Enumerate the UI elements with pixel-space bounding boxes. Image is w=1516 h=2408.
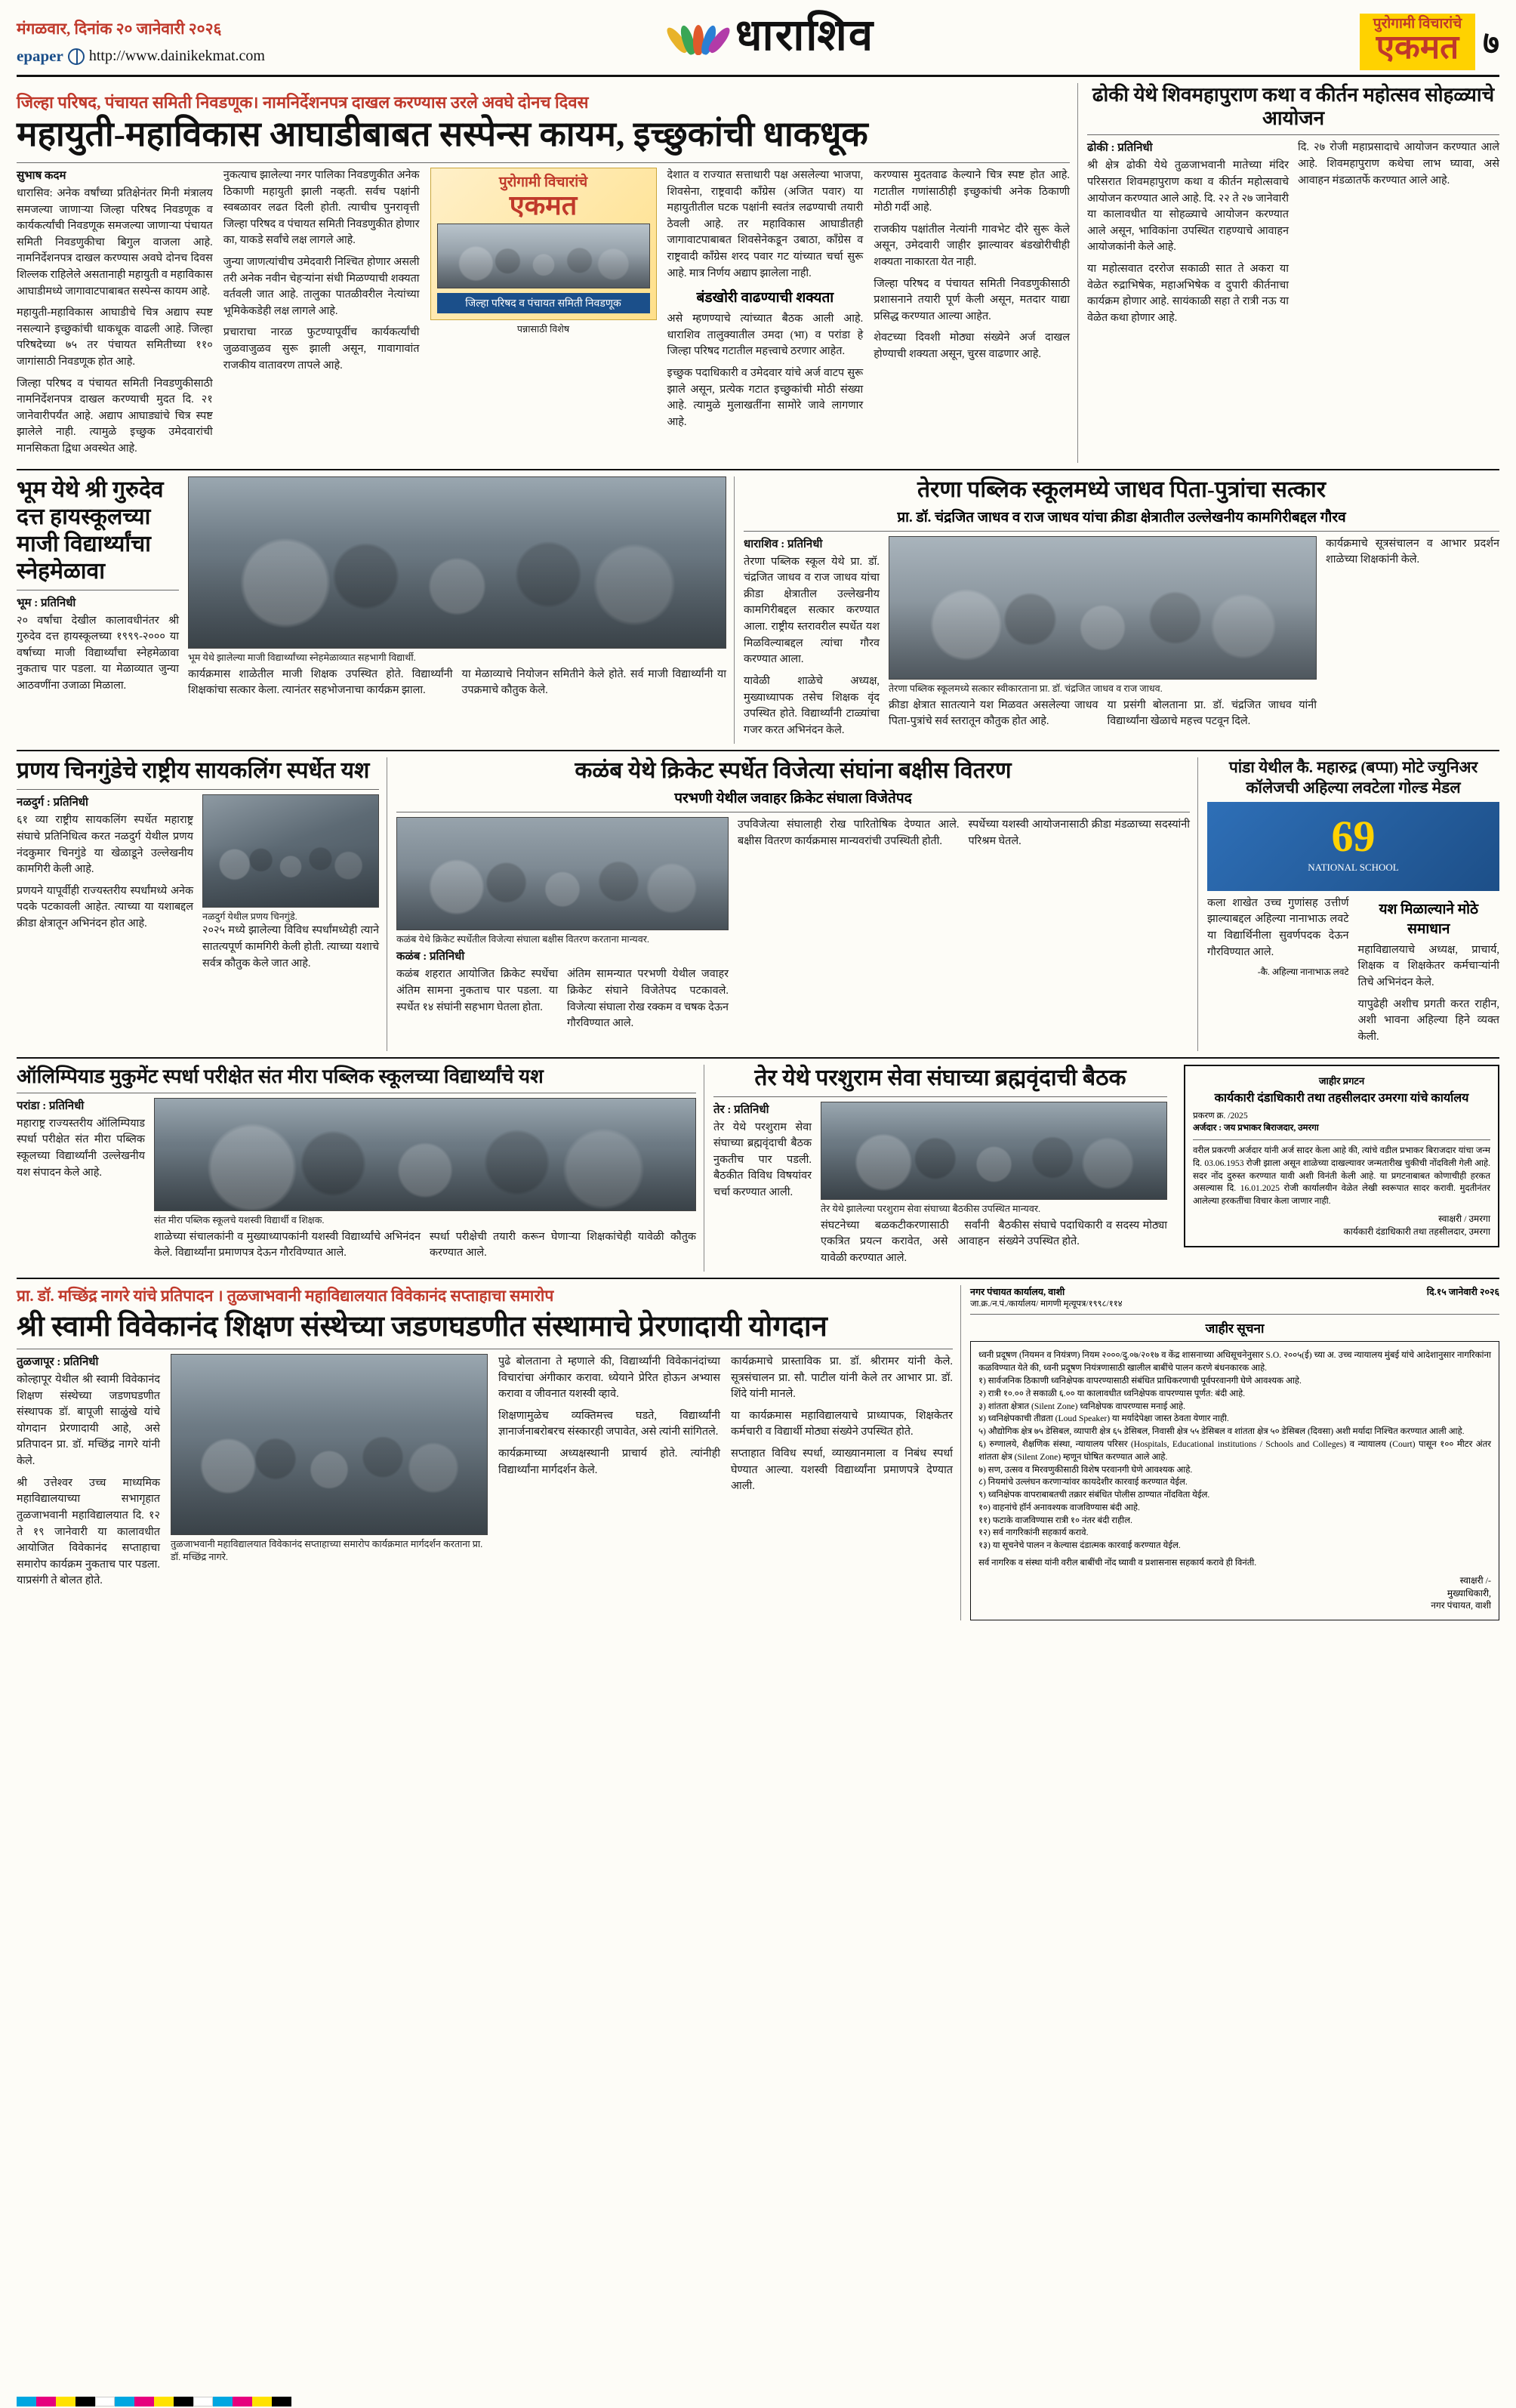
story-terna <box>734 476 1499 745</box>
cycling-caption: नळदुर्ग येथील प्रणय चिनगुंडे. <box>202 911 297 923</box>
pn-point: ७) सण, उत्सव व मिरवणुकीसाठी विशेष परवानगी घेणे आवश्यक आहे. <box>978 1464 1193 1475</box>
ter-paragraph: संघटनेच्या बळकटीकरणासाठी सर्वांनी एकत्रित प्रयत्न करावेत, असे आवाहन यावेळी करण्यात आले. <box>821 1219 990 1264</box>
cycling-paragraph: २०२५ मध्ये झालेल्या विविध स्पर्धांमध्येही त्याने सातत्यपूर्ण कामगिरी केली होती. त्याच्या यशाचे सर्वत्र कौतुक केले जात आहे. <box>202 924 379 970</box>
masthead <box>17 11 1499 77</box>
ter-paragraph: बैठकीस संघाचे पदाधिकारी व सदस्य मोठ्या संख्येने उपस्थित होते. <box>998 1219 1167 1248</box>
lead-paragraph: जिल्हा परिषद व पंचायत समिती निवडणुकीसाठी प्रशासनाने तयारी पूर्ण केली असून, मतदार याद्या प्रसिद्ध करण्यात आल्या आहेत. <box>874 277 1070 322</box>
kalamb-headline: कळंब येथे क्रिकेट स्पर्धेत विजेत्या संघांना बक्षीस वितरण <box>575 758 1012 784</box>
pn-title: जाहीर सूचना <box>1205 1321 1265 1337</box>
kalamb-photo <box>396 817 729 930</box>
kalamb-paragraph: उपविजेत्या संघालाही रोख पारितोषिक देण्यात आले. बक्षीस वितरण कार्यक्रमास मान्यवरांची उपस्थिती होती. <box>738 819 960 847</box>
bhoom-paragraph: या मेळाव्याचे नियोजन समितीने केले होते. सर्व माजी विद्यार्थ्यांनी या उपक्रमाचे कौतुक केले. <box>461 668 726 697</box>
lead-column-3 <box>667 168 864 463</box>
pn-point: ३) शांतता क्षेत्रात (Silent Zone) ध्वनिक्षेपक वापरण्यास मनाई आहे. <box>978 1401 1185 1411</box>
kalamb-caption: कळंब येथे क्रिकेट स्पर्धेतील विजेत्या संघाला बक्षीस वितरण करताना मान्यवर. <box>396 934 650 945</box>
terna-photo <box>889 536 1317 680</box>
lead-paragraph: नुकत्याच झालेल्या नगर पालिका निवडणुकीत अनेक ठिकाणी महायुती झाली नव्हती. सर्वच पक्षांनी स्वबळावर लढत दिली होती. त्याचीच पुनरावृत्ती जिल्हा परिषद व पंचायत समिती निवडणुकीत होणार का, याकडे सर्वांचे लक्ष लागले आहे. <box>223 168 420 247</box>
epaper-link-row[interactable] <box>17 47 371 66</box>
brand-logo <box>1360 14 1475 70</box>
vivekanand-paragraph: या कार्यक्रमास महाविद्यालयाचे प्राध्यापक, शिक्षकेतर कर्मचारी व विद्यार्थी मोठ्या संख्येने उपस्थित होते. <box>731 1409 953 1438</box>
cycling-paragraph: ६१ व्या राष्ट्रीय सायकलिंग स्पर्धेत महाराष्ट्र संघाचे प्रतिनिधित्व करत नळदुर्ग येथील प्रणय नंदकुमार चिनगुंडे या खेळाडूने उल्लेखनीय कामगिरी केली आहे. <box>17 814 193 876</box>
top-band <box>17 83 1499 463</box>
lead-headline: महायुती-महाविकास आघाडीबाबत सस्पेन्स कायम, इच्छुकांची धाकधूक <box>17 115 868 153</box>
pn-point: ६) रुग्णालये, शैक्षणिक संस्था, न्यायालय परिसर (Hospitals, Educational institutions / Schools and Colleges) व न्यायालय (Court) पासून १०० मीटर अंतर शांतता क्षेत्र (Silent Zone) म्हणून घोषित करण्यात आले आहे. <box>978 1438 1491 1462</box>
bhoom-headline: भूम येथे श्री गुरुदेव दत्त हायस्कूलच्या माजी विद्यार्थ्यांचा स्नेहमेळावा <box>17 476 164 584</box>
olympiad-photo <box>154 1098 696 1211</box>
masthead-center <box>371 11 1175 60</box>
brand-tagline: पुरोगामी विचारांचे <box>1373 16 1462 32</box>
promo-caption: पन्नासाठी विशेष <box>516 323 570 335</box>
pn-point: २) रात्री १०.०० ते सकाळी ६.०० या कालावधीत ध्वनिक्षेपक वापरण्यास पूर्णत: बंदी आहे. <box>978 1388 1246 1398</box>
olympiad-byline: परांडा : प्रतिनिधी <box>17 1099 85 1112</box>
terna-paragraph: क्रीडा क्षेत्रात सातत्याने यश मिळवत असलेल्या जाधव पिता-पुत्रांचे सर्व स्तरातून कौतुक होत आहे. <box>889 698 1098 728</box>
terna-paragraph: तेरणा पब्लिक स्कूल येथे प्रा. डॉ. चंद्रजित जाधव व राज जाधव यांचा क्रीडा क्षेत्रातील उल्लेखनीय कामगिरीबद्दल सत्कार करण्यात आला. राष्ट्रीय स्तरावरील स्पर्धेत यश मिळविल्याबद्दल त्यांचा गौरव करण्यात आला. <box>744 555 880 666</box>
pn-point: ९) ध्वनिक्षेपक वापराबाबतची तक्रार संबंधित पोलीस ठाण्यात नोंदविता येईल. <box>978 1490 1210 1500</box>
lead-column-4 <box>874 168 1070 463</box>
panda-paragraph: महाविद्यालयाचे अध्यक्ष, प्राचार्य, शिक्षक व शिक्षकेतर कर्मचाऱ्यांनी तिचे अभिनंदन केले. <box>1357 943 1499 989</box>
pn-sign-3: नगर पंचायत, वाशी <box>1431 1600 1491 1611</box>
story-cycling <box>17 757 379 1050</box>
pn-sign-2: मुख्याधिकारी, <box>1447 1587 1491 1599</box>
pn-ref: जा.क्र./न.पं./कार्यालय/ मागणी मृत्यूपत्र/१९९८/११४ <box>970 1300 1123 1309</box>
vivekanand-paragraph: पुढे बोलताना ते म्हणाले की, विद्यार्थ्यांनी विवेकानंदांच्या विचारांचा अंगीकार करावा. ध्येयाने प्रेरित होऊन अभ्यास करावा व जीवनात यशस्वी व्हावे. <box>498 1355 720 1401</box>
ter-caption: तेर येथे झालेल्या परशुराम सेवा संघाच्या बैठकीस उपस्थित मान्यवर. <box>821 1203 1041 1214</box>
lead-paragraph: इच्छुक पदाधिकारी व उमेदवार यांचे अर्ज वाटप सुरू झाले असून, प्रत्येक गटात इच्छुकांची मोठी संख्या आहे. त्यामुळे मुलाखतींना सामोरे जावे लागणार आहे. <box>667 366 864 428</box>
olympiad-paragraph: महाराष्ट्र राज्यस्तरीय ऑलिम्पियाड स्पर्धा परीक्षेत संत मीरा पब्लिक स्कूलच्या विद्यार्थ्यांनी उल्लेखनीय यश संपादन केले आहे. <box>17 1117 145 1179</box>
brand-name: एकमत <box>1376 29 1459 66</box>
page-number: ७ <box>1483 26 1499 61</box>
pn-date: दि.१५ जानेवारी २०२६ <box>1426 1287 1499 1298</box>
lead-byline: सुभाष कदम <box>17 169 66 182</box>
story-olympiad <box>17 1065 696 1272</box>
dhoki-byline: ढोकी : प्रतिनिधी <box>1087 142 1153 155</box>
terna-caption: तेरणा पब्लिक स्कूलमध्ये सत्कार स्वीकारताना प्रा. डॉ. चंद्रजित जाधव व राज जाधव. <box>889 683 1163 694</box>
public-notice <box>960 1285 1499 1620</box>
lead-paragraph: असे म्हणण्याचे त्यांच्यात बैठक आली आहे. धाराशिव तालुक्यातील उमदा (भा) व परांडा हे जिल्हा परिषद गटातील महत्त्वाचे ठरणार आहेत. <box>667 313 864 358</box>
dhoki-paragraph: या महोत्सवात दररोज सकाळी सात ते अकरा या वेळेत रुद्राभिषेक, महाअभिषेक व दुपारी कीर्तनाचा कार्यक्रम होणार आहे. सायंकाळी सहा ते रात्री नऊ या वेळेत कथा होणार आहे. <box>1087 263 1289 324</box>
lead-story <box>17 83 1070 463</box>
page-title: धाराशिव <box>735 11 875 60</box>
terna-headline: तेरणा पब्लिक स्कूलमध्ये जाधव पिता-पुत्रांचा सत्कार <box>917 476 1326 502</box>
vivekanand-paragraph: श्री उत्तेश्वर उच्च माध्यमिक महाविद्यालयाच्या सभागृहात तुळजाभवानी महाविद्यालयात दि. १२ ते १९ जानेवारी या कालावधीत आयोजित विवेकानंद सप्ताहाचा समारोप कार्यक्रम नुकताच पार पडला. याप्रसंगी ते बोलत होते. <box>17 1476 160 1587</box>
vivekanand-paragraph: कार्यक्रमाच्या अध्यक्षस्थानी प्राचार्य होते. त्यांनीही विद्यार्थ्यांना मार्गदर्शन केले. <box>498 1448 720 1476</box>
panda-paragraph: यापुढेही अशीच प्रगती करत राहीन, अशी भावना अहिल्या हिने व्यक्त केली. <box>1357 997 1499 1043</box>
notice-party: अर्जदार : जय प्रभाकर बिराजदार, उमरगा <box>1193 1123 1319 1133</box>
pn-note: सर्व नागरिक व संस्था यांनी वरील बाबींची नोंद घ्यावी व प्रशासनास सहकार्य करावे ही विनंती. <box>978 1558 1257 1568</box>
bhoom-head-col <box>17 476 179 705</box>
cycling-photo <box>202 794 379 908</box>
terna-subhead: प्रा. डॉ. चंद्रजित जाधव व राज जाधव यांचा क्रीडा क्षेत्रातील उल्लेखनीय कामगिरीबद्दल गौरव <box>897 509 1346 526</box>
lead-promo-column <box>430 168 657 463</box>
epaper-label: epaper <box>17 47 63 65</box>
vivekanand-paragraph: सप्ताहात विविध स्पर्धा, व्याख्यानमाला व निबंध स्पर्धा घेण्यात आल्या. यशस्वी विद्यार्थ्यांना प्रमाणपत्रे देण्यात आली. <box>731 1448 953 1493</box>
cmyk-registration-bar <box>17 2397 291 2406</box>
vivekanand-paragraph: कार्यक्रमाचे प्रास्ताविक प्रा. डॉ. श्रीरामर यांनी केले. सूत्रसंचालन प्रा. सौ. पाटील यांनी केले तर आभार प्रा. डॉ. शिंदे यांनी मानले. <box>731 1355 953 1401</box>
lead-paragraph: राजकीय पक्षांतील नेत्यांनी गावभेट दौरे सुरू केले असून, उमेदवारी जाहीर झाल्यावर बंडखोरीचीही शक्यता नाकारता येत नाही. <box>874 223 1070 268</box>
lead-subhead: बंडखोरी वाढण्याची शक्यता <box>696 290 834 307</box>
notice-ref: प्रकरण क्र. /2025 <box>1193 1110 1248 1121</box>
vivekanand-paragraph: शिक्षणामुळेच व्यक्तिमत्त्व घडते, विद्यार्थ्यांनी ज्ञानार्जनाबरोबरच संस्कारही जपावेत, असे त्यांनी सांगितले. <box>498 1409 720 1438</box>
pn-sign-1: स्वाक्षरी /- <box>1459 1574 1491 1586</box>
terna-byline: धाराशिव : प्रतिनिधी <box>744 538 823 550</box>
ter-photo <box>821 1102 1167 1200</box>
vivekanand-photo <box>171 1354 488 1535</box>
cycling-byline: नळदुर्ग : प्रतिनिधी <box>17 797 88 809</box>
terna-paragraph: कार्यक्रमाचे सूत्रसंचालन व आभार प्रदर्शन शाळेच्या शिक्षकांनी केले. <box>1326 537 1499 566</box>
medal-number: 69 <box>1331 811 1376 861</box>
bhoom-caption: भूम येथे झालेल्या माजी विद्यार्थ्यांच्या स्नेहमेळाव्यात सहभागी विद्यार्थी. <box>188 652 416 663</box>
notice-box <box>1175 1065 1499 1272</box>
ter-paragraph: तेर येथे परशुराम सेवा संघाच्या ब्रह्मवृंदाची बैठक नुकतीच पार पडली. बैठकीत विविध विषयांवर चर्चा करण्यात आली. <box>713 1121 812 1198</box>
pn-point: ८) नियमांचे उल्लंघन करणाऱ्यांवर कायदेशीर कारवाई करण्यात येईल. <box>978 1477 1188 1488</box>
bhoom-byline: भूम : प्रतिनिधी <box>17 597 76 609</box>
kalamb-paragraph: अंतिम सामन्यात परभणी येथील जवाहर क्रिकेट संघाने विजेतेपद पटकावले. विजेत्या संघाला रोख रक्कम व चषक देऊन गौरविण्यात आले. <box>567 968 729 1030</box>
notice-sign-2: कार्यकारी दंडाधिकारी तथा तहसीलदार, उमरगा <box>1343 1226 1490 1237</box>
terna-paragraph: यावेळी शाळेचे अध्यक्ष, मुख्याध्यापक तसेच शिक्षक वृंद उपस्थित होते. विद्यार्थ्यांनी टाळ्यांचा गजर करत अभिनंदन केले. <box>744 674 880 736</box>
notice-subtitle: कार्यकारी दंडाधिकारी तथा तहसीलदार उमरगा यांचे कार्यालय <box>1214 1091 1469 1105</box>
dhoki-paragraph: दि. २७ रोजी महाप्रसादाचे आयोजन करण्यात आले आहे. शिवमहापुराण कथेचा लाभ घ्यावा, असे आवाहन मंडळातर्फे करण्यात आले आहे. <box>1298 141 1499 187</box>
vivekanand-byline: तुळजापूर : प्रतिनिधी <box>17 1356 99 1369</box>
dhoki-paragraph: श्री क्षेत्र ढोकी येथे तुळजाभवानी मातेच्या मंदिर परिसरात शिवमहापुराण कथा व कीर्तन महोत्सवाचे आयोजन करण्यात आले आहे. दि. २२ ते २७ जानेवारी या कालावधीत या सोहळ्याचे आयोजन करण्यात आले असून, भाविकांना उपस्थित राहण्याचे आवाहन आयोजकांनी केले आहे. <box>1087 159 1289 254</box>
terna-paragraph: या प्रसंगी बोलताना प्रा. डॉ. चंद्रजित जाधव यांनी विद्यार्थ्यांना खेळाचे महत्त्व पटवून दिले. <box>1107 698 1317 728</box>
notice-title: जाहीर प्रगटन <box>1318 1075 1365 1087</box>
pn-point: ११) फटाके वाजविण्यास रात्री १० नंतर बंदी राहील. <box>978 1515 1132 1525</box>
kalamb-byline: कळंब : प्रतिनिधी <box>396 951 465 964</box>
cycling-paragraph: प्रणयने यापूर्वीही राज्यस्तरीय स्पर्धांमध्ये अनेक पदके पटकावली आहेत. त्याच्या या यशाबद्दल क्रीडा क्षेत्रातून अभिनंदन होत आहे. <box>17 884 193 930</box>
pn-point: १३) या सूचनेचे पालन न केल्यास दंडात्मक कारवाई करण्यात येईल. <box>978 1540 1181 1551</box>
bhoom-photo-col <box>188 476 726 705</box>
pn-point: १) सार्वजनिक ठिकाणी ध्वनिक्षेपक वापरण्यासाठी संबंधित प्राधिकरणाची पूर्वपरवानगी घेणे आवश्यक आहे. <box>978 1375 1302 1386</box>
lead-paragraph: धारासिव: अनेक वर्षांच्या प्रतिक्षेनंतर मिनी मंत्रालय समजल्या जाणाऱ्या जिल्हा परिषद निवडणूक व कार्यकर्त्यांची निवडणूक समजल्या जाणाऱ्या पंचायत समिती निवडणुकीचा बिगुल वाजला आहे. नामनिर्देशनपत्र दाखल करण्यास अवघे दोनच दिवस शिल्लक राहिलेले असतानाही महायुती व महाविकास आघाडीमध्ये जागावाटपाबाबत सस्पेन्स कायम आहे. <box>17 187 213 298</box>
lead-kicker: जिल्हा परिषद, पंचायत समिती निवडणूक। नामनिर्देशनपत्र दाखल करण्यास उरले अवघे दोनच दिवस <box>17 93 589 112</box>
kalamb-subhead: परभणी येथील जवाहर क्रिकेट संघाला विजेतेपद <box>674 791 912 807</box>
pn-point: ४) ध्वनिक्षेपकाची तीव्रता (Loud Speaker) या मर्यादेपेक्षा जास्त ठेवता येणार नाही. <box>978 1414 1229 1424</box>
lead-paragraph: करण्यास मुदतवाढ केल्याने चित्र स्पष्ट होत आहे. गटातील गणांसाठीही इच्छुकांची अनेक ठिकाणी मोठी गर्दी आहे. <box>874 168 1070 214</box>
medal-school-name: NATIONAL SCHOOL <box>1308 861 1399 873</box>
second-band <box>17 476 1499 745</box>
epaper-url[interactable]: http://www.dainikekmat.com <box>88 48 265 64</box>
vivekanand-paragraph: कोल्हापूर येथील श्री स्वामी विवेकानंद शिक्षण संस्थेच्या जडणघडणीत संस्थापक डॉ. बापूजी साळुंखे यांचे योगदान प्रेरणादायी आहे, असे प्रतिपादन प्रा. डॉ. मच्छिंद्र नागरे यांनी केले. <box>17 1374 160 1468</box>
pn-office: नगर पंचायत कार्यालय, वाशी <box>970 1287 1065 1298</box>
kalamb-paragraph: स्पर्धेच्या यशस्वी आयोजनासाठी क्रीडा मंडळाच्या सदस्यांनी परिश्रम घेतले. <box>968 819 1190 847</box>
lead-paragraph: जिल्हा परिषद व पंचायत समिती निवडणुकीसाठी नामनिर्देशनपत्र दाखल करण्याची मुदत दि. २१ जानेवारीपर्यंत आहे. अद्याप आघाड्यांचे चित्र स्पष्ट झालेले नाही. त्यामुळे इच्छुक उमेदवारांची मानसिकता द्विधा अवस्थेत आहे. <box>17 377 213 455</box>
dhoki-headline: ढोकी येथे शिवमहापुराण कथा व कीर्तन महोत्सव सोहळ्याचे आयोजन <box>1092 84 1495 130</box>
promo-photo <box>437 224 650 288</box>
panda-headline: पांडा येथील कै. महारुद्र (बप्पा) मोटे ज्युनिअर कॉलेजची अहिल्या लवटेला गोल्ड मेडल <box>1228 758 1478 797</box>
story-dhoki <box>1077 83 1499 463</box>
olympiad-paragraph: स्पर्धा परीक्षेची तयारी करून घेणाऱ्या शिक्षकांचेही यावेळी कौतुक करण्यात आले. <box>430 1230 696 1259</box>
olympiad-headline: ऑलिम्पियाड मुकुमेंट स्पर्धा परीक्षेत संत मीरा पब्लिक स्कूलच्या विद्यार्थ्यांचे यश <box>17 1065 544 1087</box>
lead-paragraph: महायुती-महाविकास आघाडीचे चित्र अद्याप स्पष्ट नसल्याने इच्छुकांची धाकधूक वाढली आहे. जिल्हा परिषदेच्या ७५ तर पंचायत समितीच्या ११० जागांसाठी निवडणूक होत आहे. <box>17 307 213 368</box>
promo-line2: एकमत <box>509 190 578 220</box>
promo-line1: पुरोगामी विचारांचे <box>498 174 588 190</box>
bottom-band <box>17 1285 1499 1620</box>
lotus-logo-icon <box>672 16 725 55</box>
pn-point: ५) औद्योगिक क्षेत्र ७५ डेसिबल, व्यापारी क्षेत्र ६५ डेसिबल, निवासी क्षेत्र ५५ डेसिबल व शांतता क्षेत्र ५० डेसिबल (दिवसा) अशी मर्यादा निश्चित करण्यात आली आहे. <box>978 1426 1465 1437</box>
cycling-headline: प्रणय चिनगुंडेचे राष्ट्रीय सायकलिंग स्पर्धेत यश <box>17 758 370 784</box>
kalamb-paragraph: कळंब शहरात आयोजित क्रिकेट स्पर्धेचा अंतिम सामना नुकताच पार पडला. या स्पर्धेत १४ संघांनी सहभाग घेतला होता. <box>396 968 558 1013</box>
globe-icon <box>68 48 85 65</box>
panda-photo <box>1207 802 1499 891</box>
bhoom-paragraph: २० वर्षांचा देखील कालावधीनंतर श्री गुरुदेव दत्त हायस्कूलच्या १९९९-२००० या वर्षाच्या माजी विद्यार्थ्यांचा स्नेहमेळावा नुकताच पार पडला. या मेळाव्यात जुन्या आठवणींना उजाळा मिळाला. <box>17 614 179 692</box>
vivekanand-caption: तुळजाभवानी महाविद्यालयात विवेकानंद सप्ताहाच्या समारोप कार्यक्रमात मार्गदर्शन करताना प्रा. डॉ. मच्छिंद्र नागरे. <box>171 1539 483 1563</box>
lead-paragraph: शेवटच्या दिवशी मोठ्या संख्येने अर्ज दाखल होण्याची शक्यता असून, चुरस वाढणार आहे. <box>874 331 1070 360</box>
panda-subhead: यश मिळाल्याने मोठे समाधान <box>1379 901 1479 937</box>
lead-paragraph: देशात व राज्यात सत्ताधारी पक्ष असलेल्या भाजपा, शिवसेना, राष्ट्रवादी काँग्रेस (अजित पवार) या महायुतीतील घटक पक्षांनी स्वतंत्र लढण्याची तयारी ठेवली आहे. तर महाविकास आघाडीतही जागावाटपाबाबत शिवसेनेकडून उबाठा, काँग्रेस व राष्ट्रवादी काँग्रेस शरद पवार गट यांच्यात चर्चा सुरू आहे. मात्र निर्णय अद्याप झालेला नाही. <box>667 168 864 279</box>
fourth-band <box>17 1065 1499 1272</box>
promo-bar: जिल्हा परिषद व पंचायत समिती निवडणूक <box>437 293 650 313</box>
pn-point: १०) वाहनांचे हॉर्न अनावश्यक वाजविण्यास बंदी आहे. <box>978 1502 1140 1512</box>
vivekanand-headline: श्री स्वामी विवेकानंद शिक्षण संस्थेच्या जडणघडणीत संस्थामाचे प्रेरणादायी योगदान <box>17 1311 827 1343</box>
panda-paragraph: कला शाखेत उच्च गुणांसह उत्तीर्ण झाल्याबद्दल अहिल्या नानाभाऊ लवटे या विद्यार्थिनीला सुवर्णपदक देऊन गौरविण्यात आले. <box>1207 896 1349 958</box>
vivekanand-kicker: प्रा. डॉ. मच्छिंद्र नागरे यांचे प्रतिपादन । तुळजाभवानी महाविद्यालयात विवेकानंद सप्ताहाचा समारोप <box>17 1287 554 1306</box>
ter-byline: तेर : प्रतिनिधी <box>713 1103 769 1116</box>
lead-column-2 <box>223 168 420 463</box>
masthead-right <box>1175 14 1499 70</box>
story-bhoom <box>17 476 726 745</box>
publication-date: मंगळवार, दिनांक २० जानेवारी २०२६ <box>17 20 222 38</box>
story-kalamb <box>387 757 1190 1050</box>
masthead-left <box>17 14 371 66</box>
ter-headline: तेर येथे परशुराम सेवा संघाच्या ब्रह्मवृंदाची बैठक <box>754 1065 1126 1090</box>
pn-point: १२) सर्व नागरिकांनी सहकार्य करावे. <box>978 1528 1089 1538</box>
third-band <box>17 757 1499 1050</box>
lead-column-1 <box>17 168 213 463</box>
lead-paragraph: प्रचाराचा नारळ फुटण्यापूर्वीच कार्यकर्त्यांची जुळवाजुळव सुरू झाली असून, गावागावांत राजकीय वातावरण तापले आहे. <box>223 326 420 372</box>
bhoom-photo <box>188 476 726 649</box>
olympiad-paragraph: शाळेच्या संचालकांनी व मुख्याध्यापकांनी यशस्वी विद्यार्थ्यांचे अभिनंदन केले. विद्यार्थ्यांना प्रमाणपत्र देऊन गौरविण्यात आले. <box>154 1230 421 1259</box>
story-panda <box>1197 757 1499 1050</box>
story-ter <box>704 1065 1167 1272</box>
pn-intro: ध्वनी प्रदूषण (नियमन व नियंत्रण) नियम २०००/दु.०७/२०१७ व केंद्र शासनाच्या अधिसूचनेनुसार S.O. २००५(ई) च्या अ. उच्च न्यायालय मुंबई यांचे आदेशानुसार नागरिकांना कळविण्यात येते की, ध्वनी प्रदूषण नियंत्रणासाठी खालील बाबींचे पालन करणे बंधनकारक आहे. <box>978 1350 1491 1374</box>
notice-body: वरील प्रकरणी अर्जदार यांनी अर्ज सादर केला आहे की, त्यांचे वडील प्रभाकर बिराजदार यांचा जन्म दि. 03.06.1953 रोजी झाला असून शाळेच्या दाखल्यावर जन्मतारीख चुकीची नोंदविली गेली आहे. सदर नोंद दुरुस्त करण्यात यावी अशी विनंती केली आहे. या प्रगटनाबाबत कोणाचीही हरकत असल्यास दि. 16.01.2025 रोजी कार्यालयीन वेळेत लेखी स्वरूपात सादर करावी. मुदतीनंतर आलेल्या हरकतींचा विचार केला जाणार नाही. <box>1193 1145 1490 1207</box>
story-vivekanand <box>17 1285 953 1620</box>
lead-paragraph: जुन्या जाणत्यांचीच उमेदवारी निश्चित होणार असली तरी अनेक नवीन चेहऱ्यांना संधी मिळण्याची शक्यता वर्तवली जात आहे. तालुका पातळीवरील नेत्यांच्या भूमिकेकडेही लक्ष लागले आहे. <box>223 255 420 317</box>
panda-quote-attrib: -कै. अहिल्या नानाभाऊ लवटे <box>1257 967 1349 978</box>
bhoom-paragraph: कार्यक्रमास शाळेतील माजी शिक्षक उपस्थित होते. विद्यार्थ्यांनी शिक्षकांचा सत्कार केला. त्यानंतर सहभोजनाचा कार्यक्रम झाला. <box>188 668 453 697</box>
olympiad-caption: संत मीरा पब्लिक स्कूलचे यशस्वी विद्यार्थी व शिक्षक. <box>154 1214 325 1226</box>
promo-ad[interactable] <box>430 168 657 320</box>
notice-sign-1: स्वाक्षरी / उमरगा <box>1438 1213 1490 1225</box>
